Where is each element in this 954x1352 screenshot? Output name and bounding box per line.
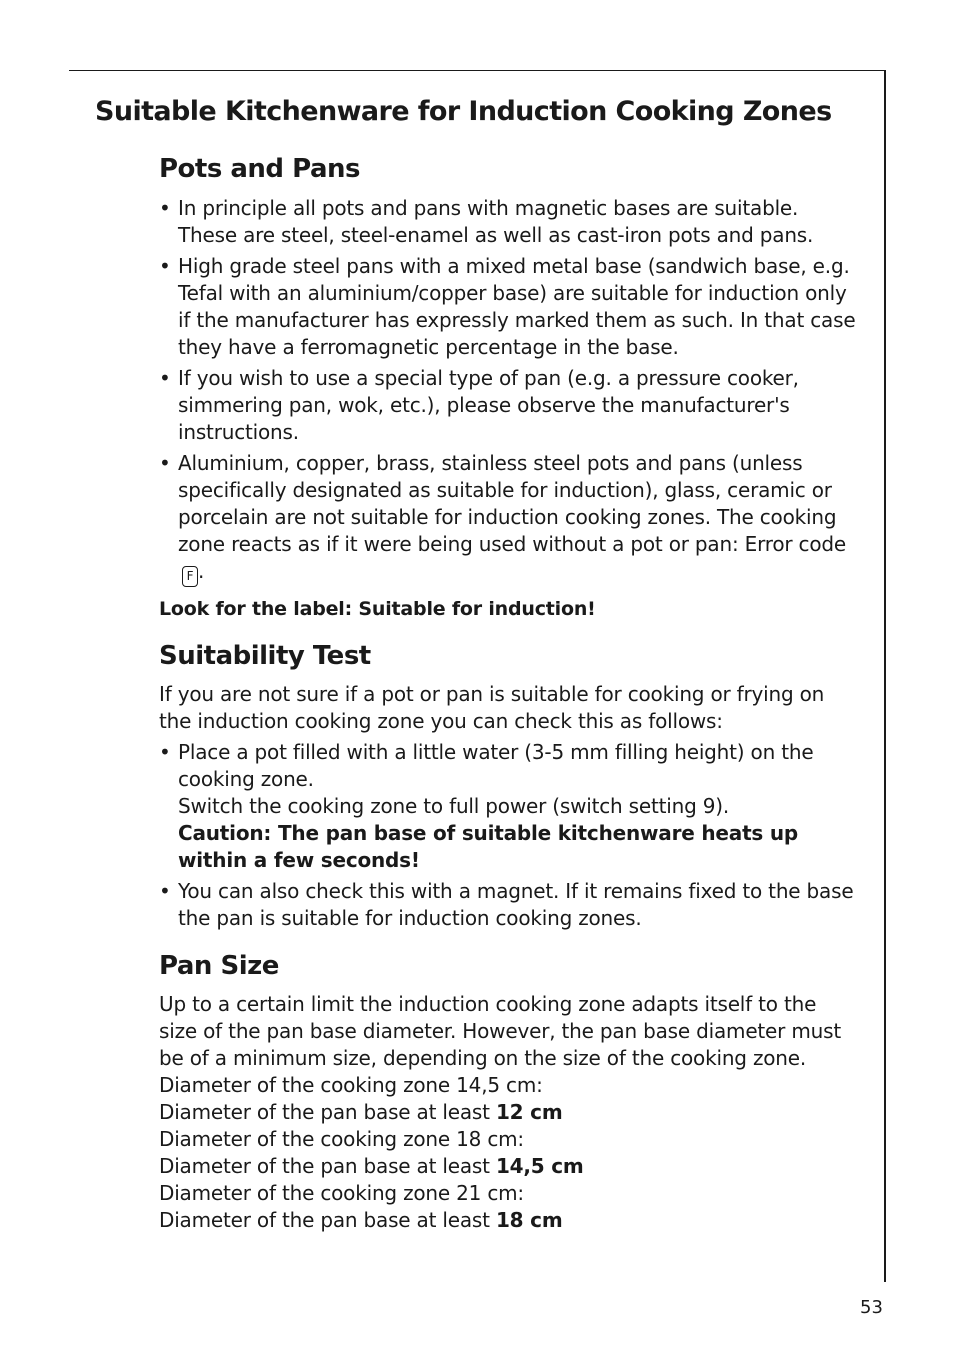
pots-and-pans-heading: Pots and Pans bbox=[159, 154, 360, 184]
pan-diameter-line bbox=[159, 1207, 859, 1234]
pan-diameter-label: Diameter of the pan base at least bbox=[159, 1154, 490, 1178]
list-item bbox=[159, 195, 859, 249]
pan-diameter-label: Diameter of the pan base at least bbox=[159, 1100, 490, 1124]
pan-size-intro: Up to a certain limit the induction cooking zone adapts itself to the size of the pan base diameter. However, the pan base diameter must be of a minimum size, depending on the size of the cooking zone. bbox=[159, 992, 841, 1070]
right-margin-rule bbox=[884, 70, 886, 1282]
pan-diameter-line bbox=[159, 1153, 859, 1180]
bullet-icon: • bbox=[159, 254, 171, 278]
bullet-icon: • bbox=[159, 196, 171, 220]
top-rule bbox=[69, 70, 886, 71]
list-item bbox=[159, 878, 859, 932]
pan-diameter-value: 12 cm bbox=[495, 1100, 563, 1124]
pan-size-heading: Pan Size bbox=[159, 951, 279, 981]
bullet-icon: • bbox=[159, 740, 171, 764]
list-item-text: You can also check this with a magnet. If it remains fixed to the base the pan is suitable for induction cooking zones. bbox=[178, 879, 854, 930]
zone-diameter-line: Diameter of the cooking zone 14,5 cm: bbox=[159, 1073, 543, 1097]
pan-diameter-label: Diameter of the pan base at least bbox=[159, 1208, 490, 1232]
list-item-text: Aluminium, copper, brass, stainless steel pots and pans (unless specifically designated as suitable for induction), glass, ceramic or porcelain are not suitable for induction cooking zones. The cooking zone reacts as if it were being used without a pot or pan: Error code bbox=[178, 451, 846, 556]
error-code-symbol: F bbox=[182, 566, 198, 587]
suitability-test-heading: Suitability Test bbox=[159, 641, 371, 671]
pan-diameter-value: 14,5 cm bbox=[495, 1154, 584, 1178]
pots-and-pans-list bbox=[159, 195, 859, 587]
list-item bbox=[159, 739, 859, 874]
list-item-text: Place a pot filled with a little water (3-5 mm filling height) on the cooking zone. bbox=[178, 740, 814, 791]
suitability-test-list bbox=[159, 739, 859, 932]
suitability-test-intro: If you are not sure if a pot or pan is suitable for cooking or frying on the induction cooking zone you can check this as follows: bbox=[159, 682, 825, 733]
induction-label-note: Look for the label: Suitable for induction! bbox=[159, 598, 596, 620]
page-title: Suitable Kitchenware for Induction Cooking Zones bbox=[95, 96, 832, 127]
zone-diameter-line: Diameter of the cooking zone 18 cm: bbox=[159, 1127, 524, 1151]
page-content bbox=[159, 152, 859, 1234]
list-item bbox=[159, 365, 859, 446]
bullet-icon: • bbox=[159, 451, 171, 475]
list-item-text: Switch the cooking zone to full power (switch setting 9). bbox=[178, 794, 730, 818]
pan-diameter-value: 18 cm bbox=[495, 1208, 563, 1232]
bullet-icon: • bbox=[159, 366, 171, 390]
list-item-end: . bbox=[198, 559, 205, 583]
list-item-text: If you wish to use a special type of pan (e.g. a pressure cooker, simmering pan, wok, etc.), please observe the manufacturer's instructions. bbox=[178, 366, 799, 444]
caution-text: Caution: The pan base of suitable kitchenware heats up within a few seconds! bbox=[178, 821, 799, 872]
list-item-text: In principle all pots and pans with magnetic bases are suitable. These are steel, steel-enamel as well as cast-iron pots and pans. bbox=[178, 196, 814, 247]
list-item-text: High grade steel pans with a mixed metal base (sandwich base, e.g. Tefal with an aluminium/copper base) are suitable for induction only if the manufacturer has expressly marked them as such. In that case they have a ferromagnetic percentage in the base. bbox=[178, 254, 856, 359]
zone-diameter-line: Diameter of the cooking zone 21 cm: bbox=[159, 1181, 524, 1205]
pan-diameter-line bbox=[159, 1099, 859, 1126]
bullet-icon: • bbox=[159, 879, 171, 903]
pots-and-pans-section bbox=[159, 152, 859, 623]
page-number: 53 bbox=[860, 1297, 883, 1318]
suitability-test-section bbox=[159, 639, 859, 932]
list-item bbox=[159, 450, 859, 587]
list-item bbox=[159, 253, 859, 361]
pan-size-section bbox=[159, 949, 859, 1234]
